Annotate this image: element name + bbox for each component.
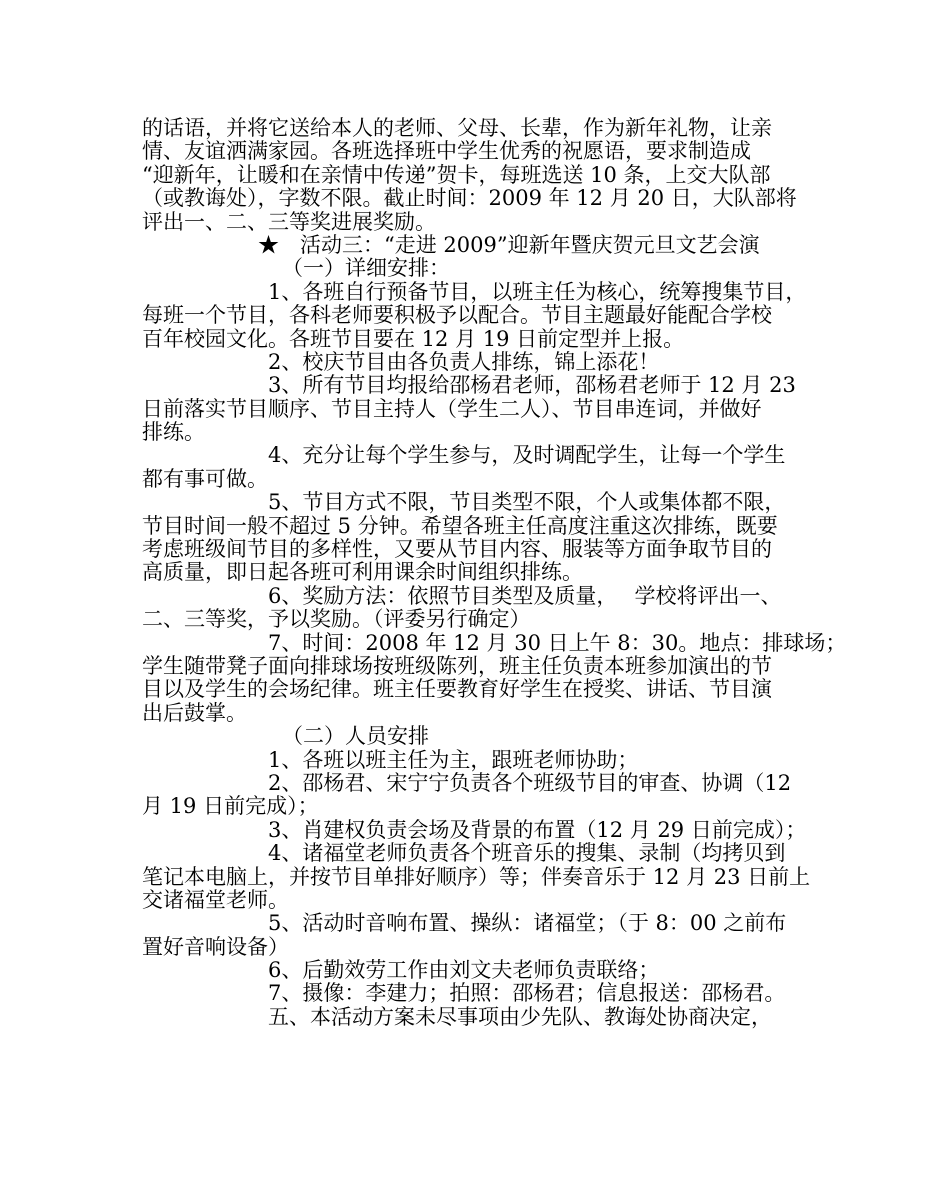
list-item: 3、肖建权负责会场及背景的布置（12 月 29 日前完成）； (268, 817, 807, 842)
text-line: 情、友谊洒满家园。各班选择班中学生优秀的祝愿语，要求制造成 (142, 139, 751, 164)
text-line: 出后鼓掌。 (142, 700, 247, 725)
text-line: 节目时间一般不超过 5 分钟。希望各班主任高度注重这次排练，既要 (142, 513, 778, 538)
text-line: 百年校园文化。各班节目要在 12 月 19 日前定型并上报。 (142, 326, 685, 351)
list-item: 3、所有节目均报给邵杨君老师，邵杨君老师于 12 月 23 (268, 373, 796, 398)
list-item: 7、摄像：李建力；拍照：邵杨君；信息报送：邵杨君。 (268, 981, 786, 1006)
list-item: 2、邵杨君、宋宁宁负责各个班级节目的审查、协调（12 (268, 770, 792, 795)
list-item: 6、后勤效劳工作由刘文夫老师负责联络； (268, 958, 660, 983)
text-line: 月 19 日前完成）； (142, 794, 319, 819)
document-body (142, 116, 847, 1029)
text-line: 日前落实节目顺序、节目主持人（学生二人）、节目串连词，并做好 (142, 396, 762, 421)
text-line: 考虑班级间节目的多样性，又要从节目内容、服装等方面争取节目的 (142, 537, 772, 562)
section-heading: （二）人员安排 (282, 724, 429, 749)
list-item: 6、奖励方法：依照节目类型及质量， 学校将评出一、 (268, 583, 782, 608)
activity-heading: ★ 活动三：“走进 2009”迎新年暨庆贺元旦文艺会演 (258, 232, 760, 257)
text-line: （或教诲处），字数不限。截止时间：2009 年 12 月 20 日，大队部将 (142, 186, 797, 211)
text-line: “迎新年，让暖和在亲情中传递”贺卡，每班选送 10 条，上交大队部 (142, 162, 771, 187)
list-item: 4、充分让每个学生参与，及时调配学生，让每一个学生 (268, 443, 786, 468)
text-line: 笔记本电脑上，并按节目单排好顺序）等；伴奏音乐于 12 月 23 日前上 (142, 864, 811, 889)
text-line: 的话语，并将它送给本人的老师、父母、长辈，作为新年礼物，让亲 (142, 116, 772, 140)
text-line: 排练。 (142, 420, 205, 445)
list-item: 5、节目方式不限，节目类型不限，个人或集体都不限， (268, 490, 786, 515)
text-line: 评出一、二、三等奖进展奖励。 (142, 209, 436, 234)
text-line: 二、三等奖，予以奖励。（评委另行确定） (142, 607, 531, 632)
list-item: 五、本活动方案未尽事项由少先队、教诲处协商决定， (268, 1004, 772, 1029)
list-item: 4、诸福堂老师负责各个班音乐的搜集、录制（均拷贝到 (268, 841, 786, 866)
text-line: 交诸福堂老师。 (142, 887, 289, 912)
list-item: 1、各班自行预备节目，以班主任为核心，统筹搜集节目， (268, 279, 807, 304)
text-line: 每班一个节目，各科老师要积极予以配合。节目主题最好能配合学校 (142, 303, 772, 328)
text-line: 目以及学生的会场纪律。班主任要教育好学生在授奖、讲话、节目演 (142, 677, 772, 702)
text-line: 都有事可做。 (142, 466, 268, 491)
section-heading: （一）详细安排： (282, 256, 450, 281)
text-line: 置好音响设备） (142, 934, 289, 959)
list-item: 5、活动时音响布置、操纵：诸福堂；（于 8：00 之前布 (268, 911, 787, 936)
list-item: 1、各班以班主任为主，跟班老师协助； (268, 747, 639, 772)
text-line: 高质量，即日起各班可利用课余时间组织排练。 (142, 560, 583, 585)
list-item: 7、时间：2008 年 12 月 30 日上午 8：30。地点：排球场； (268, 630, 847, 655)
text-line: 学生随带凳子面向排球场按班级陈列，班主任负责本班参加演出的节 (142, 653, 772, 678)
list-item: 2、校庆节目由各负责人排练，锦上添花！ (268, 349, 660, 374)
